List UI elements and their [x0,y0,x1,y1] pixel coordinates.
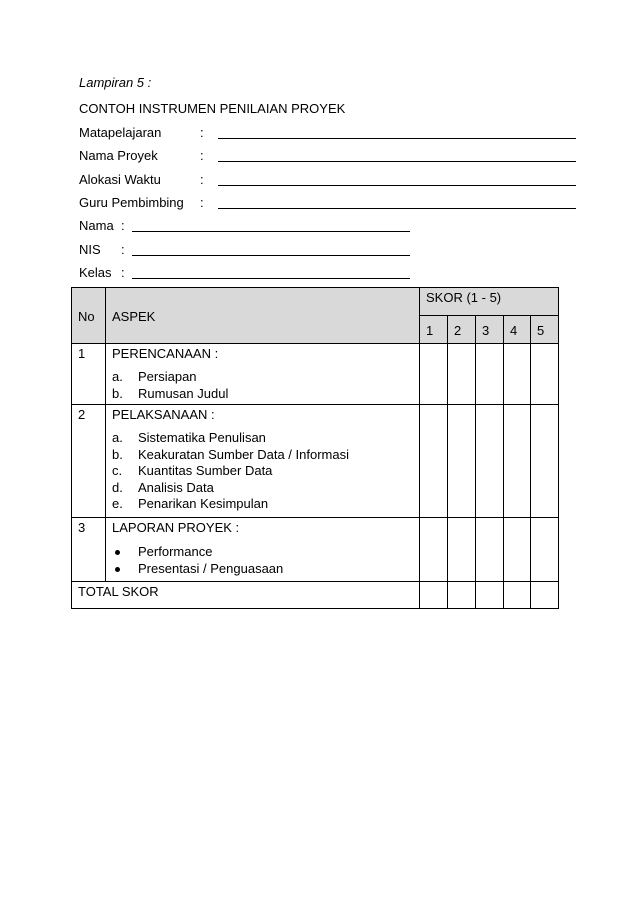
list-item [112,561,413,578]
row-number: 1 [72,344,106,405]
aspect-cell [106,518,420,582]
item-text: Presentasi / Penguasaan [138,560,284,576]
list-item [112,496,413,513]
item-text: Penarikan Kesimpulan [138,496,269,511]
score-cell[interactable] [448,518,476,582]
list-marker: a. [112,369,123,384]
list-marker: c. [112,463,123,478]
list-item [112,463,413,480]
score-cell[interactable] [504,582,531,609]
header-score-4: 4 [504,316,531,344]
field-label: Kelas [79,265,112,280]
field-colon: : [200,125,204,140]
field-label: NIS [79,242,101,257]
list-item [112,480,413,497]
header-score-3: 3 [476,316,504,344]
field-colon: : [121,242,125,257]
item-text: Persiapan [138,369,197,384]
aspect-title: PERENCANAAN : [112,346,219,361]
aspect-title: PELAKSANAAN : [112,407,215,422]
field-alokasi-waktu [79,172,579,188]
fill-in-line[interactable] [218,185,576,186]
score-cell[interactable] [448,582,476,609]
item-text: Sistematika Penulisan [138,430,266,445]
score-cell[interactable] [448,344,476,405]
header-no: No [72,288,106,344]
field-label: Matapelajaran [79,125,162,140]
score-cell[interactable] [476,344,504,405]
aspect-list [112,544,413,577]
fill-in-line[interactable] [132,278,410,279]
list-item [112,430,413,447]
total-row [72,582,559,609]
item-text: Performance [138,544,213,559]
field-matapelajaran [79,125,579,141]
table-row [72,405,559,518]
field-colon: : [121,265,125,280]
header-score-1: 1 [420,316,448,344]
field-colon: : [200,195,204,210]
header-score-5: 5 [531,316,559,344]
field-colon: : [200,148,204,163]
score-cell[interactable] [476,518,504,582]
bullet-icon [115,550,120,555]
list-marker: b. [112,385,123,401]
field-nama [79,218,579,234]
list-marker: a. [112,430,123,445]
list-item [112,369,413,386]
score-cell[interactable] [531,518,559,582]
score-cell[interactable] [420,582,448,609]
header-score-2: 2 [448,316,476,344]
item-text: Keakuratan Sumber Data / Informasi [138,446,349,462]
field-nama-proyek [79,148,579,164]
field-colon: : [200,172,204,187]
row-number: 3 [72,518,106,582]
score-cell[interactable] [420,518,448,582]
bullet-icon [115,567,120,572]
score-cell[interactable] [420,405,448,518]
score-cell[interactable] [476,405,504,518]
item-text: Kuantitas Sumber Data [138,463,273,478]
item-text: Analisis Data [138,479,214,495]
table-row [72,518,559,582]
table-row [72,344,559,405]
aspect-title: LAPORAN PROYEK : [112,520,240,535]
field-label: Nama [79,218,114,233]
score-cell[interactable] [531,582,559,609]
field-label: Nama Proyek [79,148,158,163]
score-cell[interactable] [504,344,531,405]
fill-in-line[interactable] [132,231,410,232]
score-cell[interactable] [476,582,504,609]
item-text: Rumusan Judul [138,385,229,401]
list-marker: e. [112,496,123,511]
list-marker: d. [112,479,123,495]
row-number: 2 [72,405,106,518]
field-kelas [79,265,579,281]
score-cell[interactable] [448,405,476,518]
field-colon: : [121,218,125,233]
fill-in-line[interactable] [218,138,576,139]
fill-in-line[interactable] [132,255,410,256]
field-guru-pembimbing [79,195,579,211]
field-nis [79,242,579,258]
aspect-list [112,369,413,402]
score-cell[interactable] [420,344,448,405]
field-label: Alokasi Waktu [79,172,161,187]
aspect-cell [106,405,420,518]
score-cell[interactable] [531,344,559,405]
score-cell[interactable] [531,405,559,518]
fill-in-line[interactable] [218,161,576,162]
assessment-table [71,287,559,609]
field-label: Guru Pembimbing [79,195,184,210]
fill-in-line[interactable] [218,208,576,209]
appendix-label: Lampiran 5 : [79,75,152,90]
list-marker: b. [112,446,123,462]
score-cell[interactable] [504,518,531,582]
document-title: CONTOH INSTRUMEN PENILAIAN PROYEK [79,101,346,116]
aspect-cell [106,344,420,405]
aspect-list [112,430,413,513]
list-item [112,544,413,561]
header-skor: SKOR (1 - 5) [420,288,559,316]
list-item [112,447,413,464]
list-item [112,386,413,403]
header-aspek: ASPEK [106,288,420,344]
total-label: TOTAL SKOR [72,582,420,609]
score-cell[interactable] [504,405,531,518]
